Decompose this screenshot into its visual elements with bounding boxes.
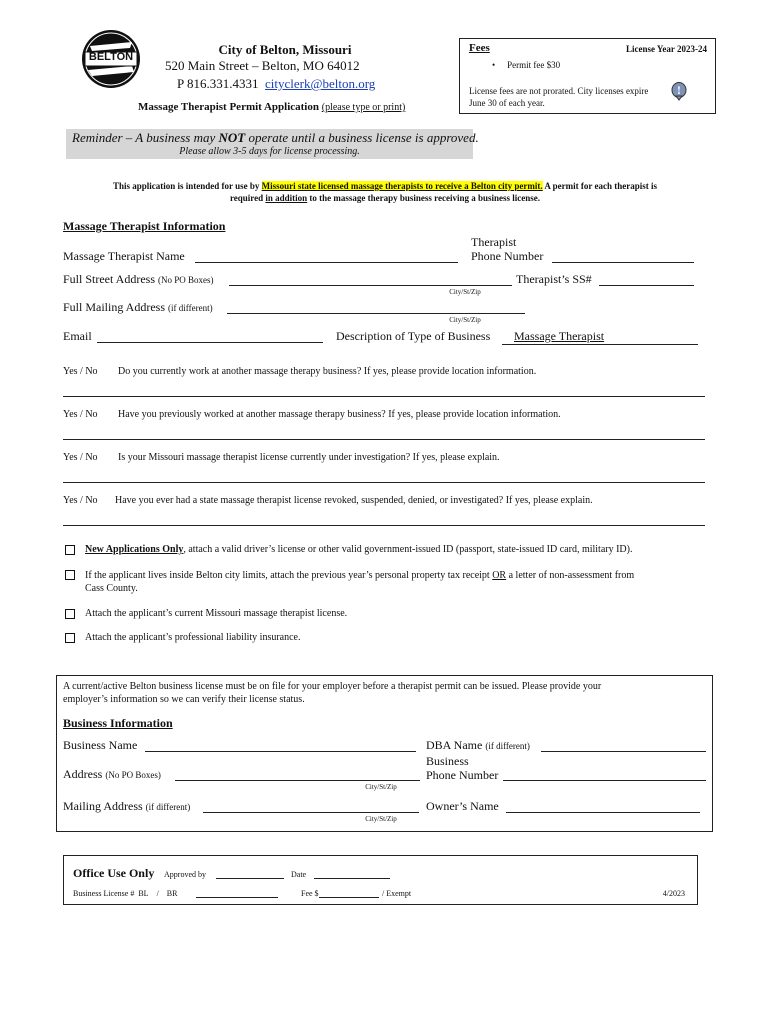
city-st-zip-hint: City/St/Zip [449,316,481,324]
intro-text: This application is intended for use by Missouri state licensed massage therapists to receive a Belton city permit. A permit for each therapist is required in addition to the massage therapy business receiving a business license. [113,181,657,203]
city-name: City of Belton, Missouri [218,42,352,57]
checklist-checkbox-3[interactable] [65,609,75,619]
checklist-checkbox-1[interactable] [65,545,75,555]
street-address-field[interactable] [229,285,512,286]
date-field[interactable] [314,878,390,879]
phone-number: P 816.331.4331 [177,76,259,91]
mailing-address-label: Full Mailing Address (if different) [63,300,213,314]
city-address: 520 Main Street – Belton, MO 64012 [165,58,360,73]
reminder-line-2: Please allow 3-5 days for license processing. [179,146,360,157]
therapist-section-heading: Massage Therapist Information [63,219,226,233]
email-field[interactable] [97,342,323,343]
fee-label: Fee $ [301,889,319,898]
ssn-label: Therapist’s SS# [516,272,592,286]
business-address-field[interactable] [175,780,420,781]
business-license-number: Business License # BL / BR [73,889,178,898]
business-type-value[interactable]: Massage Therapist [502,329,698,345]
ssn-field[interactable] [599,285,694,286]
svg-text:!: ! [676,86,682,97]
office-use-title: Office Use Only [73,866,155,880]
license-year: License Year 2023-24 [626,44,707,54]
form-title: Massage Therapist Permit Application (please type or print) [138,101,406,113]
logo-text: BELTON [88,51,134,63]
question-1-answer-line[interactable] [63,396,705,397]
business-name-label: Business Name [63,738,138,752]
city-st-zip-hint: City/St/Zip [449,288,481,296]
city-contact [177,76,375,92]
form-title-note: (please type or print) [321,102,406,113]
business-info-box [56,675,713,832]
checklist-item-3: Attach the applicant’s current Missouri massage therapist license. [85,608,348,619]
fee-item: • Permit fee $30 [492,60,561,70]
email-label: Email [63,329,92,343]
therapist-name-field[interactable] [195,262,458,263]
business-phone-field[interactable] [503,780,706,781]
question-2-answer-line[interactable] [63,439,705,440]
approved-by-label: Approved by [164,870,206,879]
question-3-yes-no[interactable]: Yes / No [63,452,98,463]
business-type-label: Description of Type of Business [336,329,491,343]
business-mailing-field[interactable] [203,812,419,813]
fees-box [459,38,716,114]
date-label: Date [291,870,307,879]
question-2-yes-no[interactable]: Yes / No [63,409,98,420]
question-3-answer-line[interactable] [63,482,705,483]
info-icon [670,81,688,106]
question-2-text: Have you previously worked at another massage therapy business? If yes, please provide location information. [118,409,561,420]
dba-name-field[interactable] [541,751,706,752]
question-3-text: Is your Missouri massage therapist license currently under investigation? If yes, please explain. [118,452,500,463]
dba-name-label: DBA Name (if different) [426,738,530,752]
checklist-item-1: New Applications Only, attach a valid driver’s license or other valid government-issued ID (passport, state-issued ID card, military ID). [85,544,633,555]
fee-field[interactable] [319,897,379,898]
checklist-item-2: If the applicant lives inside Belton city limits, attach the previous year’s personal property tax receipt OR a letter of non-assessment from Cass County. [85,570,635,594]
city-logo [80,28,142,90]
owner-name-field[interactable] [506,812,700,813]
fee-note: License fees are not prorated. City licenses expire June 30 of each year. [469,86,649,108]
therapist-phone-label: Therapist Phone Number [471,235,544,263]
reminder-banner [66,129,479,159]
question-4-yes-no[interactable]: Yes / No [63,495,98,506]
business-name-field[interactable] [145,751,416,752]
question-4-answer-line[interactable] [63,525,705,526]
email-link[interactable]: cityclerk@belton.org [265,76,376,91]
question-1-yes-no[interactable]: Yes / No [63,366,98,377]
question-1-text: Do you currently work at another massage therapy business? If yes, please provide location information. [118,366,537,377]
fees-title: Fees [469,42,490,54]
city-st-zip-hint: City/St/Zip [365,815,397,823]
office-use-box [63,855,698,905]
question-4-text: Have you ever had a state massage therapist license revoked, suspended, denied, or investigated? If yes, please explain. [115,495,593,506]
checklist-item-4: Attach the applicant’s professional liability insurance. [85,632,301,643]
therapist-name-label: Massage Therapist Name [63,249,185,263]
business-license-field[interactable] [196,897,278,898]
business-address-label: Address (No PO Boxes) [63,767,161,781]
checklist-checkbox-2[interactable] [65,570,75,580]
checklist-checkbox-4[interactable] [65,633,75,643]
exempt-label: / Exempt [382,889,412,898]
mailing-address-field[interactable] [227,313,525,314]
business-section-heading: Business Information [63,716,173,730]
street-address-label: Full Street Address (No PO Boxes) [63,272,214,286]
reminder-line-1: Reminder – A business may NOT operate until a business license is approved. [72,130,479,145]
owner-name-label: Owner’s Name [426,799,499,813]
revision-date: 4/2023 [662,889,685,898]
approved-by-field[interactable] [216,878,284,879]
business-mailing-label: Mailing Address (if different) [63,799,191,813]
city-st-zip-hint: City/St/Zip [365,783,397,791]
business-notice: A current/active Belton business license must be on file for your employer before a therapist permit can be issued. Please provide your employer’s information so we can verify their license status. [63,681,602,705]
therapist-phone-field[interactable] [552,262,694,263]
business-phone-label: Business Phone Number [426,754,499,782]
